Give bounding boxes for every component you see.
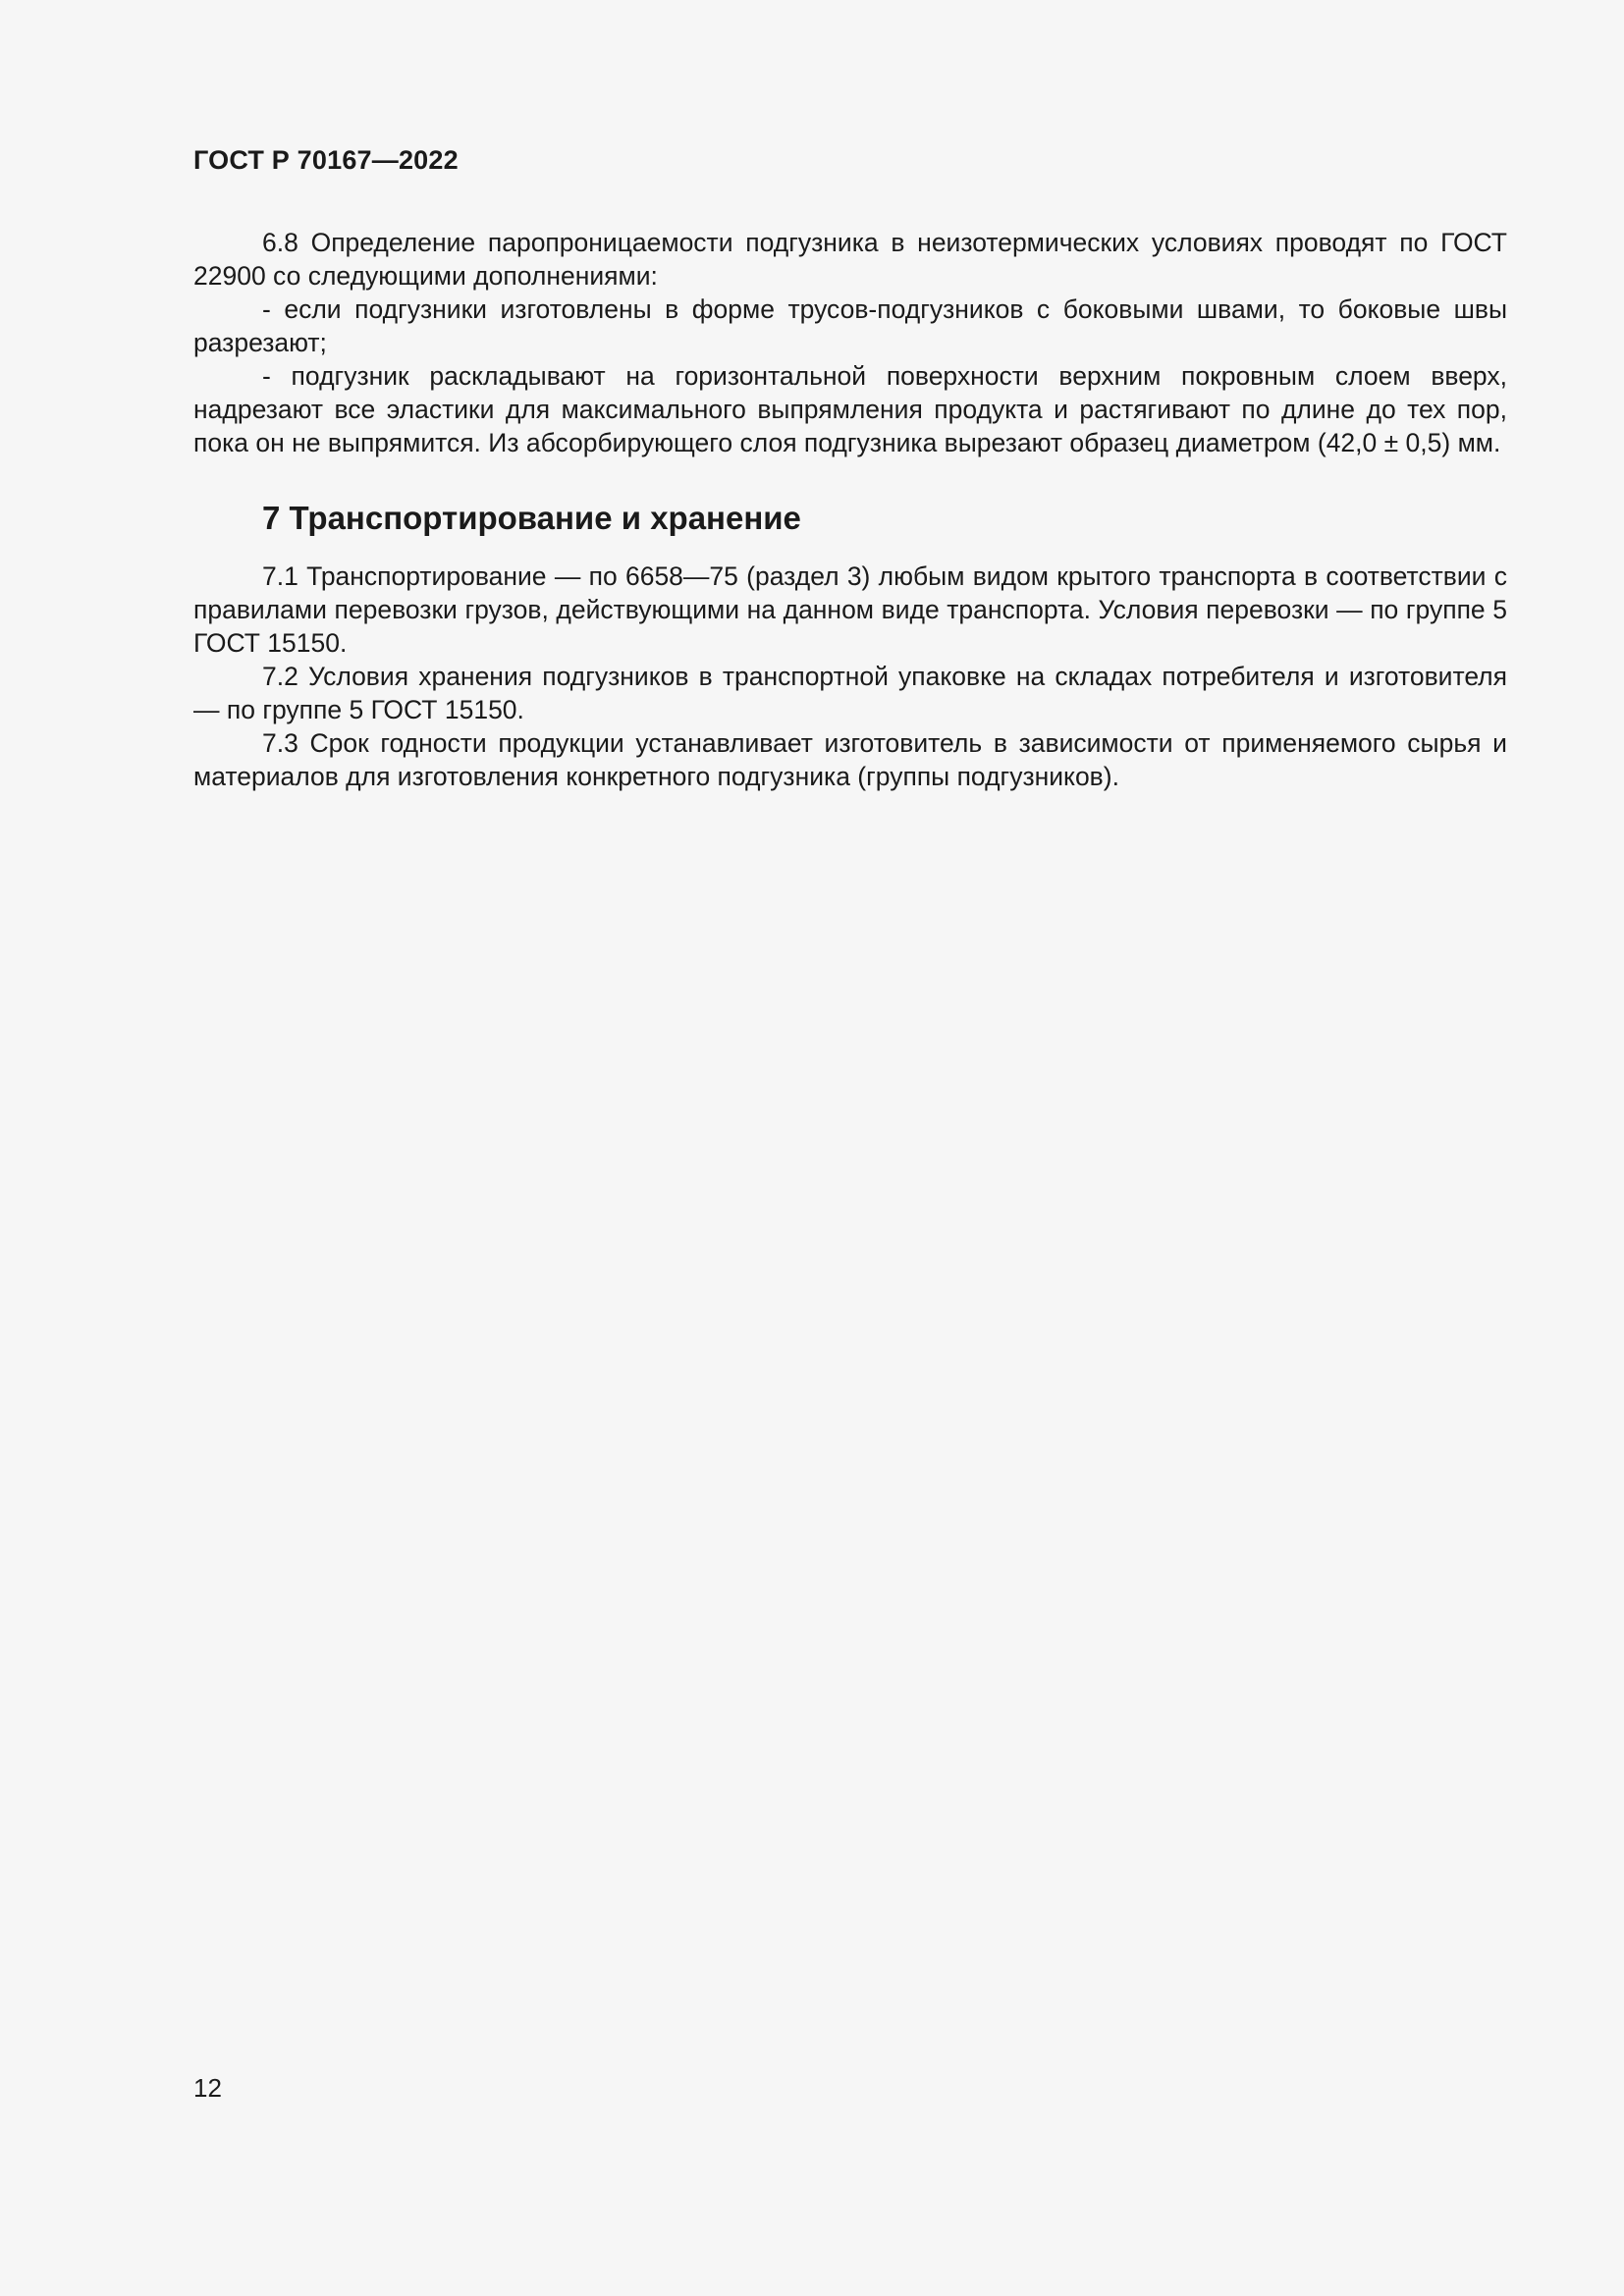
list-item-side-seams: - если подгузники изготовлены в форме трусов-подгузников с боковыми швами, то боковые швы разрезают; [193,294,1507,357]
section-7-heading: 7 Транспортирование и хранение [262,500,801,536]
list-item-cut-sample: - подгузник раскладывают на горизонтальной поверхности верхним покровным слоем вверх, надрезают все эластики для максимального выпрямления продукта и растягивают по длине до тех пор, пока он не выпрямится. Из абсорбирующего слоя подгузника вырезают образец диаметром (42,0 ± 0,5) мм. [193,361,1507,457]
paragraph-7-2: 7.2 Условия хранения подгузников в транспортной упаковке на складах потребителя и изготовителя — по группе 5 ГОСТ 15150. [193,662,1507,724]
document-header: ГОСТ Р 70167—2022 [193,145,459,175]
paragraph-7-3: 7.3 Срок годности продукции устанавливает изготовитель в зависимости от применяемого сырья и материалов для изготовления конкретного подгузника (группы подгузников). [193,728,1507,791]
paragraph-6-8: 6.8 Определение паропроницаемости подгузника в неизотермических условиях проводят по ГОСТ 22900 со следующими дополнениями: [193,228,1507,291]
document-body [193,226,1507,793]
page-number: 12 [193,2073,222,2103]
paragraph-7-1: 7.1 Транспортирование — по 6658—75 (раздел 3) любым видом крытого транспорта в соответствии с правилами перевозки грузов, действующими на данном виде транспорта. Условия перевозки — по группе 5 ГОСТ 15150. [193,561,1507,658]
